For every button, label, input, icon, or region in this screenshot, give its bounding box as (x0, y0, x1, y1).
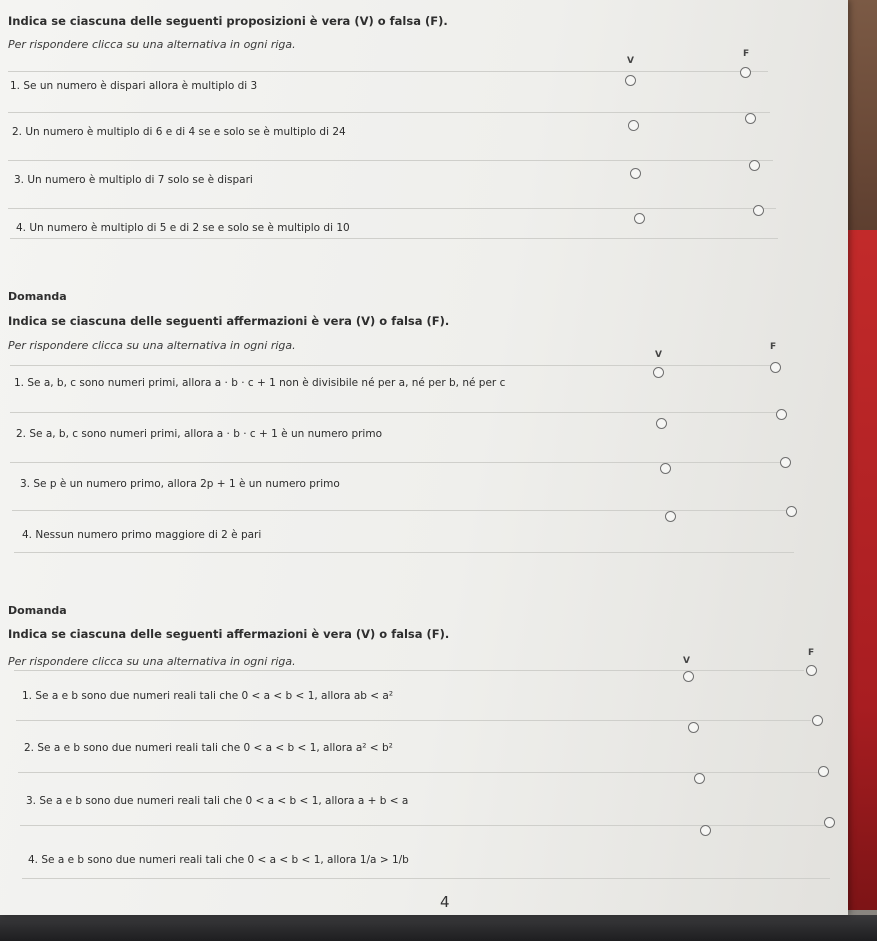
statement-row-1: 1. Se a, b, c sono numeri primi, allora a · b · c + 1 non è divisibile né per a, né per b, né per c (14, 377, 506, 389)
column-header-f: F (808, 648, 815, 658)
radio-v-row-3[interactable] (630, 168, 641, 179)
radio-v-row-1[interactable] (653, 367, 664, 378)
statement-row-1: 1. Se un numero è dispari allora è multiplo di 3 (10, 80, 258, 92)
radio-v-row-4[interactable] (665, 511, 676, 522)
column-header-v: V (655, 350, 662, 360)
radio-f-row-3[interactable] (780, 457, 791, 468)
radio-v-row-1[interactable] (683, 671, 694, 682)
row-divider (8, 208, 776, 209)
statement-row-2: 2. Se a e b sono due numeri reali tali che 0 < a < b < 1, allora a² < b² (24, 742, 393, 754)
statement-row-2: 2. Se a, b, c sono numeri primi, allora a · b · c + 1 è un numero primo (16, 428, 382, 440)
row-divider (10, 412, 782, 413)
radio-v-row-4[interactable] (700, 825, 711, 836)
statement-row-3: 3. Se p è un numero primo, allora 2p + 1 è un numero primo (20, 478, 340, 490)
radio-v-row-3[interactable] (694, 773, 705, 784)
background-red-object (845, 230, 877, 910)
domanda-label: Domanda (8, 604, 67, 617)
statement-row-4: 4. Nessun numero primo maggiore di 2 è pari (22, 529, 262, 541)
row-divider (8, 112, 770, 113)
statement-row-1: 1. Se a e b sono due numeri reali tali che 0 < a < b < 1, allora ab < a² (22, 690, 394, 702)
page-number: 4 (440, 893, 450, 911)
radio-f-row-2[interactable] (812, 715, 823, 726)
statement-row-3: 3. Se a e b sono due numeri reali tali che 0 < a < b < 1, allora a + b < a (26, 795, 409, 807)
statement-row-4: 4. Un numero è multiplo di 5 e di 2 se e solo se è multiplo di 10 (16, 222, 350, 234)
row-divider (22, 878, 830, 879)
statement-row-4: 4. Se a e b sono due numeri reali tali che 0 < a < b < 1, allora 1/a > 1/b (28, 854, 409, 866)
question-title: Indica se ciascuna delle seguenti affermazioni è vera (V) o falsa (F). (8, 314, 450, 328)
statement-row-2: 2. Un numero è multiplo di 6 e di 4 se e solo se è multiplo di 24 (12, 126, 346, 138)
radio-f-row-4[interactable] (786, 506, 797, 517)
column-header-v: V (627, 56, 634, 66)
row-divider (10, 238, 778, 239)
radio-f-row-1[interactable] (806, 665, 817, 676)
radio-f-row-3[interactable] (749, 160, 760, 171)
radio-v-row-2[interactable] (656, 418, 667, 429)
statement-row-3: 3. Un numero è multiplo di 7 solo se è dispari (14, 174, 253, 186)
column-header-v: V (683, 656, 690, 666)
radio-f-row-3[interactable] (818, 766, 829, 777)
column-header-f: F (770, 342, 777, 352)
row-divider (16, 720, 811, 721)
radio-v-row-3[interactable] (660, 463, 671, 474)
question-instruction: Per rispondere clicca su una alternativa in ogni riga. (8, 655, 296, 668)
radio-f-row-2[interactable] (776, 409, 787, 420)
question-title: Indica se ciascuna delle seguenti affermazioni è vera (V) o falsa (F). (8, 627, 450, 641)
column-header-f: F (743, 49, 750, 59)
radio-v-row-2[interactable] (628, 120, 639, 131)
radio-f-row-4[interactable] (824, 817, 835, 828)
row-divider (8, 160, 773, 161)
row-divider (10, 365, 780, 366)
question-instruction: Per rispondere clicca su una alternativa in ogni riga. (8, 339, 296, 352)
radio-v-row-1[interactable] (625, 75, 636, 86)
radio-f-row-1[interactable] (770, 362, 781, 373)
background-floor (0, 915, 877, 941)
radio-v-row-2[interactable] (688, 722, 699, 733)
domanda-label: Domanda (8, 290, 67, 303)
radio-f-row-2[interactable] (745, 113, 756, 124)
row-divider (14, 552, 794, 553)
radio-f-row-4[interactable] (753, 205, 764, 216)
question-title: Indica se ciascuna delle seguenti proposizioni è vera (V) o falsa (F). (8, 14, 448, 28)
question-instruction: Per rispondere clicca su una alternativa in ogni riga. (8, 38, 296, 51)
row-divider (8, 71, 768, 72)
row-divider (10, 462, 785, 463)
radio-v-row-4[interactable] (634, 213, 645, 224)
radio-f-row-1[interactable] (740, 67, 751, 78)
